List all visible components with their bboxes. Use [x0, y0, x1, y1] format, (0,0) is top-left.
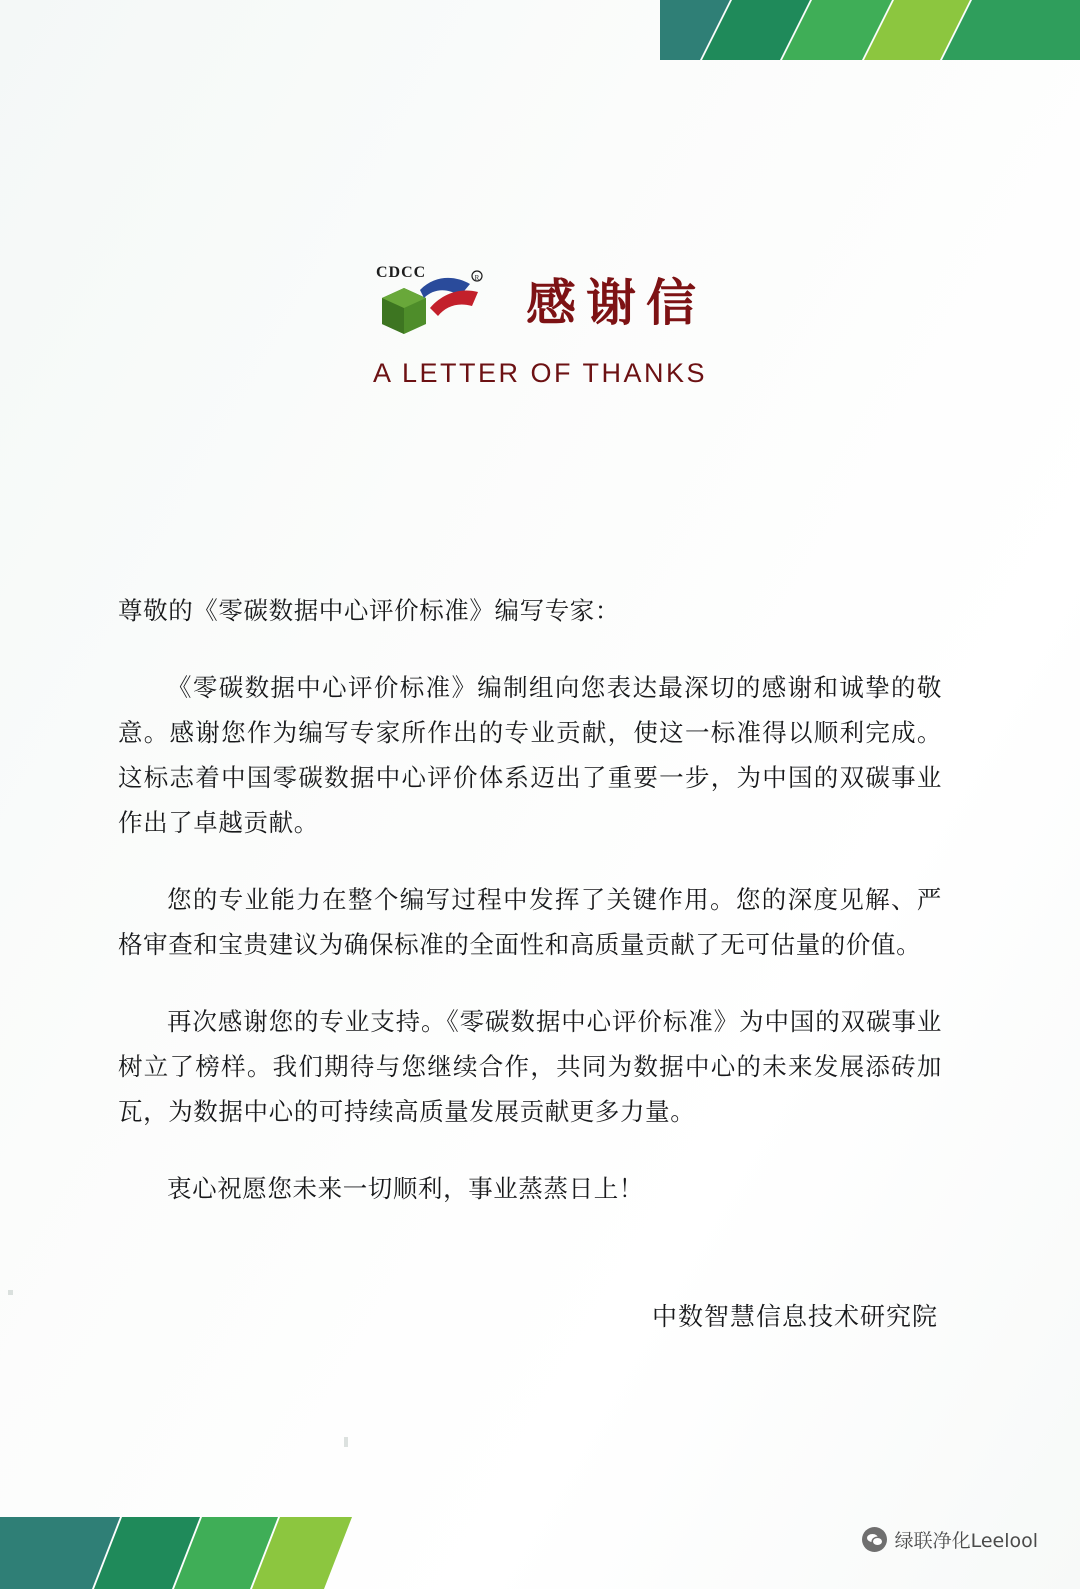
- letter-body: [118, 588, 942, 1211]
- bottom-ribbon-decoration: [0, 1517, 400, 1589]
- top-ribbon-decoration: [660, 0, 1080, 60]
- paragraph-3: 再次感谢您的专业支持。《零碳数据中心评价标准》为中国的双碳事业树立了榜样。我们期待与您继续合作，共同为数据中心的未来发展添砖加瓦，为数据中心的可持续高质量发展贡献更多力量。: [118, 1007, 942, 1126]
- page-subtitle: A LETTER OF THANKS: [372, 358, 708, 388]
- signature-block: 中数智慧信息技术研究院: [651, 1302, 938, 1331]
- closing-line: 衷心祝愿您未来一切顺利，事业蒸蒸日上！: [167, 1174, 644, 1203]
- scan-speck: [344, 1437, 348, 1447]
- letter-header: [0, 262, 1080, 389]
- svg-text:R: R: [474, 274, 480, 282]
- watermark-account-name: 绿联净化Leelool: [894, 1530, 1038, 1552]
- cdcc-logo: [374, 262, 486, 340]
- watermark-account-badge: [862, 1526, 1038, 1553]
- logo-wordmark: CDCC: [376, 264, 427, 281]
- paragraph-1: 《零碳数据中心评价标准》编制组向您表达最深切的感谢和诚挚的敬意。感谢您作为编写专家所作出的专业贡献，使这一标准得以顺利完成。这标志着中国零碳数据中心评价体系迈出了重要一步，为中国的双碳事业作出了卓越贡献。: [118, 673, 942, 837]
- paragraph-2: 您的专业能力在整个编写过程中发挥了关键作用。您的深度见解、严格审查和宝贵建议为确保标准的全面性和高质量贡献了无可估量的价值。: [118, 885, 942, 959]
- page-title: 感谢信: [526, 274, 706, 332]
- salutation: 尊敬的《零碳数据中心评价标准》编写专家：: [118, 596, 620, 625]
- scan-speck: [8, 1290, 13, 1295]
- wechat-icon: [862, 1527, 887, 1552]
